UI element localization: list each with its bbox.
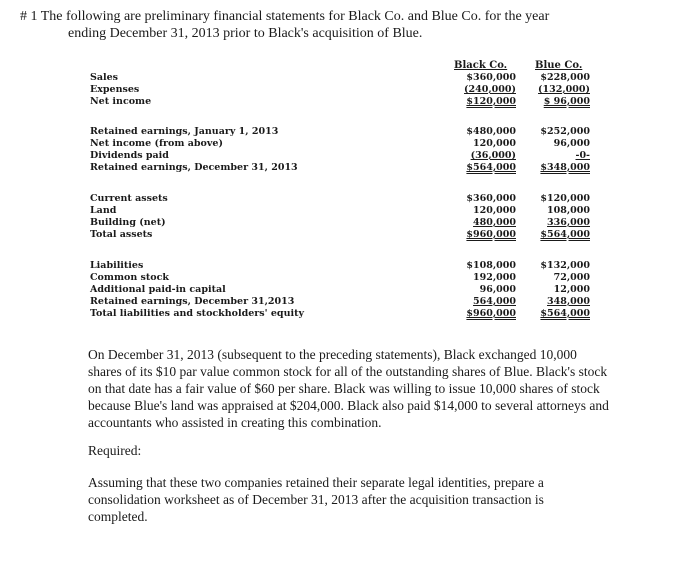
acquisition-narrative: On December 31, 2013 (subsequent to the preceding statements), Black exchanged 10,000 shares of its $10 par value common stock for all of the outstanding shares of Blue. Black's stock on that date has a fair value of $60 per share. Black was willing to issue 10,000 shares of stock because Blue's land was appraised at $204,000. Black also paid $14,000 to several attorneys and accountants who assisted in creating this combination. [88,347,609,430]
intro-line-2: ending December 31, 2013 prior to Black's acquisition of Blue. [68,26,423,41]
problem-intro [20,8,660,42]
required-heading: Required: [88,443,142,458]
intro-line-1: # 1 The following are preliminary financial statements for Black Co. and Blue Co. for the year [20,9,550,24]
black-co-header: Black Co. [454,60,508,71]
blue-co-header: Blue Co. [535,60,583,71]
required-text: Assuming that these two companies retained their separate legal identities, prepare a consolidation worksheet as of December 31, 2013 after the acquisition transaction is completed. [88,475,544,524]
